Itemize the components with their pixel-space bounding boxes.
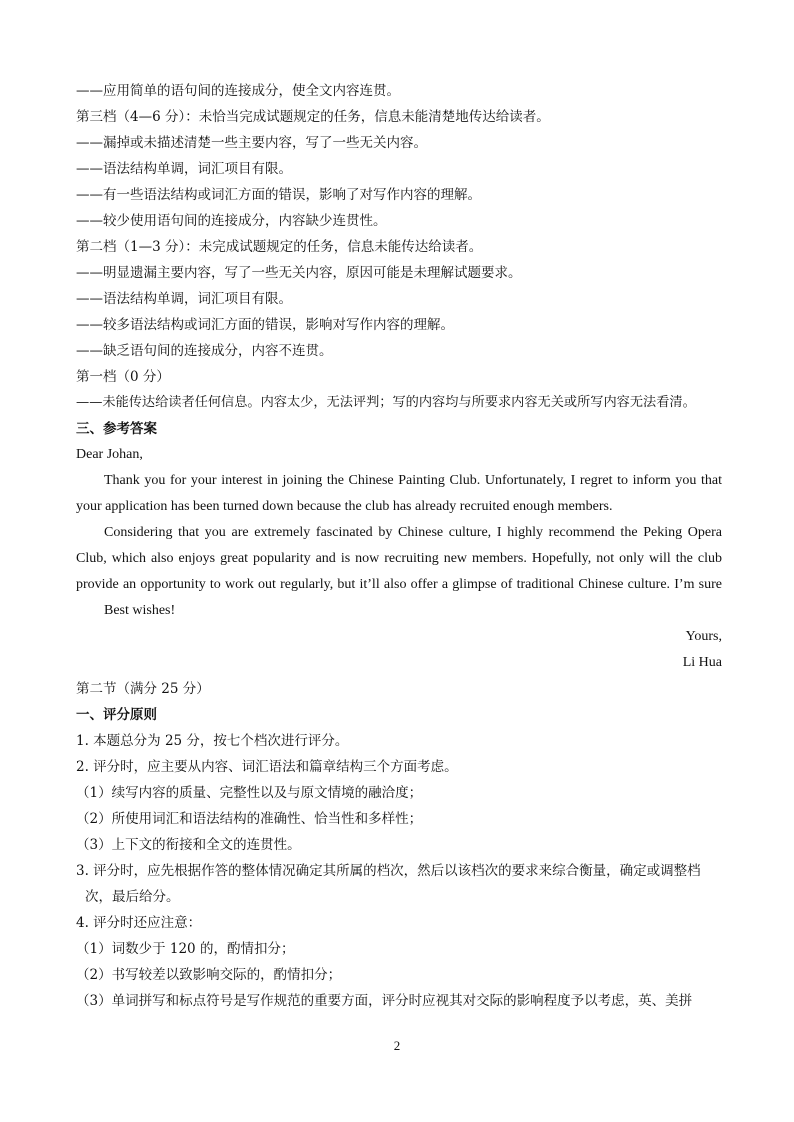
letter-paragraph: Considering that you are extremely fascinated by Chinese culture, I highly recommend the Peking Opera Club, which also enjoys great popularity and is now recruiting new members. Hopefully, not only will the club provide an opportunity to work out regularly, but it’ll also offer a glimpse of traditional Chinese culture. I’m sure xyxy=(76,525,722,592)
rule-item: 3. 评分时，应先根据作答的整体情况确定其所属的档次，然后以该档次的要求来综合衡量，确定或调整档 xyxy=(76,863,701,879)
rule-subitem: （3）上下文的衔接和全文的连贯性。 xyxy=(76,837,301,853)
tier3-title: 第三档（4—6 分）：未恰当完成试题规定的任务，信息未能清楚地传达给读者。 xyxy=(76,109,550,125)
letter-signature: Li Hua xyxy=(682,655,722,670)
grading-line: ——缺乏语句间的连接成分，内容不连贯。 xyxy=(76,343,333,359)
letter-closing: Best wishes! xyxy=(104,603,176,618)
section-heading: 一、评分原则 xyxy=(76,707,157,723)
grading-line: ——漏掉或未描述清楚一些主要内容，写了一些无关内容。 xyxy=(76,135,427,151)
page-number: 2 xyxy=(393,1038,401,1053)
section-heading: 三、参考答案 xyxy=(76,421,157,437)
rule-item: 2. 评分时，应主要从内容、词汇语法和篇章结构三个方面考虑。 xyxy=(76,759,458,775)
tier1-title: 第一档（0 分） xyxy=(76,369,170,385)
rule-item-continued: 次，最后给分。 xyxy=(85,889,180,905)
grading-line: ——有一些语法结构或词汇方面的错误，影响了对写作内容的理解。 xyxy=(76,187,481,203)
grading-line: ——语法结构单调，词汇项目有限。 xyxy=(76,291,292,307)
grading-line: ——未能传达给读者任何信息。内容太少，无法评判；写的内容均与所要求内容无关或所写内容无法看清。 xyxy=(76,395,696,410)
rule-subitem: （1）词数少于 120 的，酌情扣分； xyxy=(76,941,295,957)
page-content xyxy=(76,78,722,1014)
tier2-title: 第二档（1—3 分）：未完成试题规定的任务，信息未能传达给读者。 xyxy=(76,239,483,255)
rule-subitem: （2）书写较差以致影响交际的，酌情扣分； xyxy=(76,967,342,983)
letter-sign-off: Yours, xyxy=(685,629,722,644)
grading-line: ——应用简单的语句间的连接成分，使全文内容连贯。 xyxy=(76,83,400,99)
rule-subitem: （1）续写内容的质量、完整性以及与原文情境的融洽度； xyxy=(76,785,423,801)
section-title: 第二节（满分 25 分） xyxy=(76,681,210,697)
rule-item: 1. 本题总分为 25 分，按七个档次进行评分。 xyxy=(76,733,349,749)
letter-salutation: Dear Johan, xyxy=(76,447,143,462)
rule-subitem: （3）单词拼写和标点符号是写作规范的重要方面，评分时应视其对交际的影响程度予以考虑，英、美拼 xyxy=(76,993,693,1009)
grading-line: ——较少使用语句间的连接成分，内容缺少连贯性。 xyxy=(76,213,387,229)
grading-line: ——语法结构单调，词汇项目有限。 xyxy=(76,161,292,177)
rule-item: 4. 评分时还应注意： xyxy=(76,915,202,931)
grading-line: ——较多语法结构或词汇方面的错误，影响对写作内容的理解。 xyxy=(76,317,454,333)
letter-paragraph: Thank you for your interest in joining the Chinese Painting Club. Unfortunately, I regret to inform you that your application has been turned down because the club has already recruited enough members. xyxy=(76,473,722,514)
grading-line: ——明显遗漏主要内容，写了一些无关内容，原因可能是未理解试题要求。 xyxy=(76,265,522,281)
rule-subitem: （2）所使用词汇和语法结构的准确性、恰当性和多样性； xyxy=(76,811,423,827)
